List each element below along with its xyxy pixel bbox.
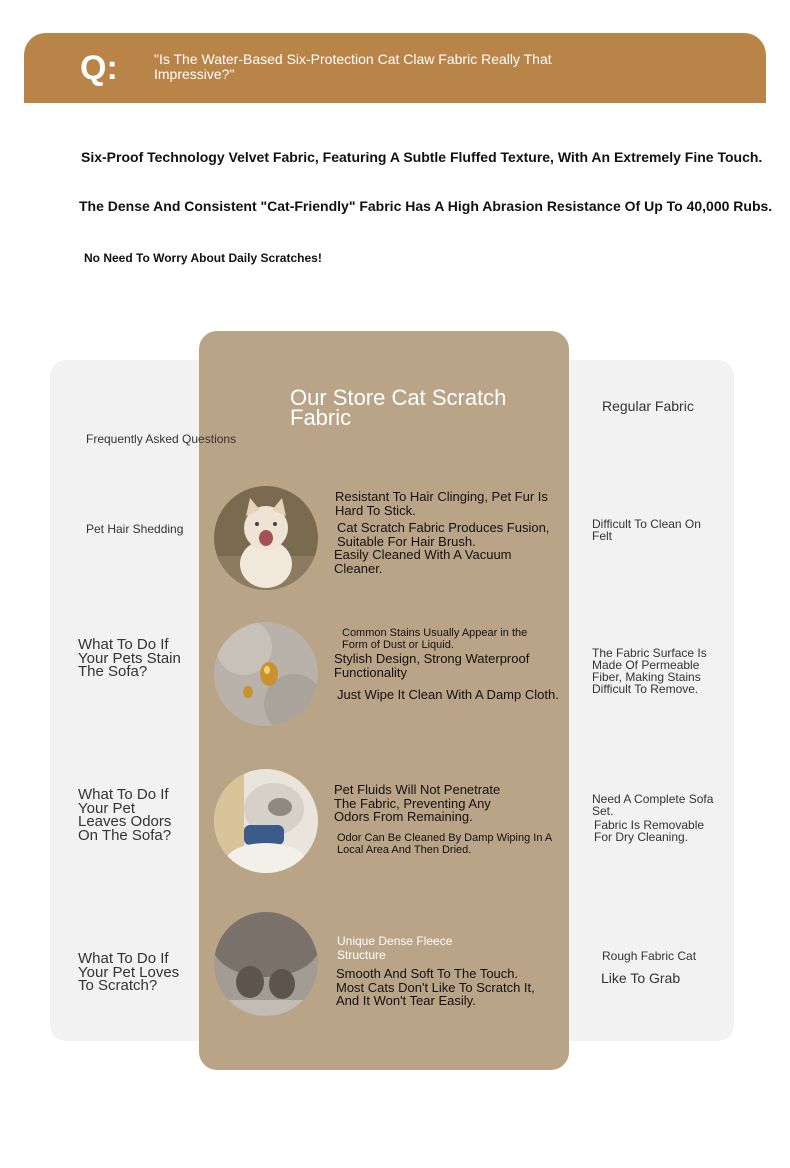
question-banner	[24, 33, 766, 103]
question-pet-hair: Pet Hair Shedding	[86, 522, 184, 536]
row2-center-3: Just Wipe It Clean With A Damp Cloth.	[337, 687, 559, 702]
row4-regular-2: Like To Grab	[601, 970, 681, 986]
row1-regular: Difficult To Clean On Felt	[592, 517, 701, 543]
row3-regular-2: Fabric Is Removable For Dry Cleaning.	[594, 818, 705, 844]
row3-center-2: Odor Can Be Cleaned By Damp Wiping In A Local Area And Then Dried.	[337, 832, 552, 856]
regular-fabric-header: Regular Fabric	[602, 398, 694, 414]
row1-center-3: Easily Cleaned With A Vacuum Cleaner.	[334, 547, 512, 576]
intro-line-1: Six-Proof Technology Velvet Fabric, Featuring A Subtle Fluffed Texture, With An Extremely Fine Touch.	[81, 149, 763, 165]
water-droplet-photo	[214, 622, 318, 726]
q-label: Q:	[80, 49, 118, 87]
question-stains: What To Do If Your Pets Stain The Sofa?	[78, 636, 181, 680]
row4-center-1: Unique Dense Fleece Structure	[337, 934, 453, 962]
intro-line-2: The Dense And Consistent "Cat-Friendly" Fabric Has A High Abrasion Resistance Of Up To 40,000 Rubs.	[79, 198, 773, 214]
row2-regular: The Fabric Surface Is Made Of Permeable Fiber, Making Stains Difficult To Remove.	[592, 646, 707, 696]
row1-center-2: Cat Scratch Fabric Produces Fusion, Suitable For Hair Brush.	[337, 520, 550, 549]
kitten-photo	[214, 486, 318, 590]
question-odors: What To Do If Your Pet Leaves Odors On The Sofa?	[78, 786, 172, 844]
intro-line-3: No Need To Worry About Daily Scratches!	[84, 251, 322, 265]
row4-regular-1: Rough Fabric Cat	[602, 949, 697, 963]
store-fabric-title: Our Store Cat Scratch Fabric	[290, 385, 507, 430]
row3-regular-1: Need A Complete Sofa Set.	[592, 792, 714, 818]
row3-center-1: Pet Fluids Will Not Penetrate The Fabric, Preventing Any Odors From Remaining.	[334, 782, 501, 824]
row2-center-1: Common Stains Usually Appear in the Form of Dust or Liquid.	[342, 627, 528, 651]
cat-paw-photo	[214, 912, 318, 1016]
row2-center-2: Stylish Design, Strong Waterproof Functionality	[334, 651, 530, 680]
banner-question: "Is The Water-Based Six-Protection Cat Claw Fabric Really That Impressive?"	[154, 51, 552, 82]
faq-header: Frequently Asked Questions	[86, 432, 237, 446]
row4-center-2: Smooth And Soft To The Touch. Most Cats Don't Like To Scratch It, And It Won't Tear Easily.	[336, 966, 535, 1008]
row1-center-1: Resistant To Hair Clinging, Pet Fur Is Hard To Stick.	[335, 489, 548, 518]
cat-with-can-photo	[214, 769, 318, 873]
question-scratch: What To Do If Your Pet Loves To Scratch?	[78, 950, 180, 994]
